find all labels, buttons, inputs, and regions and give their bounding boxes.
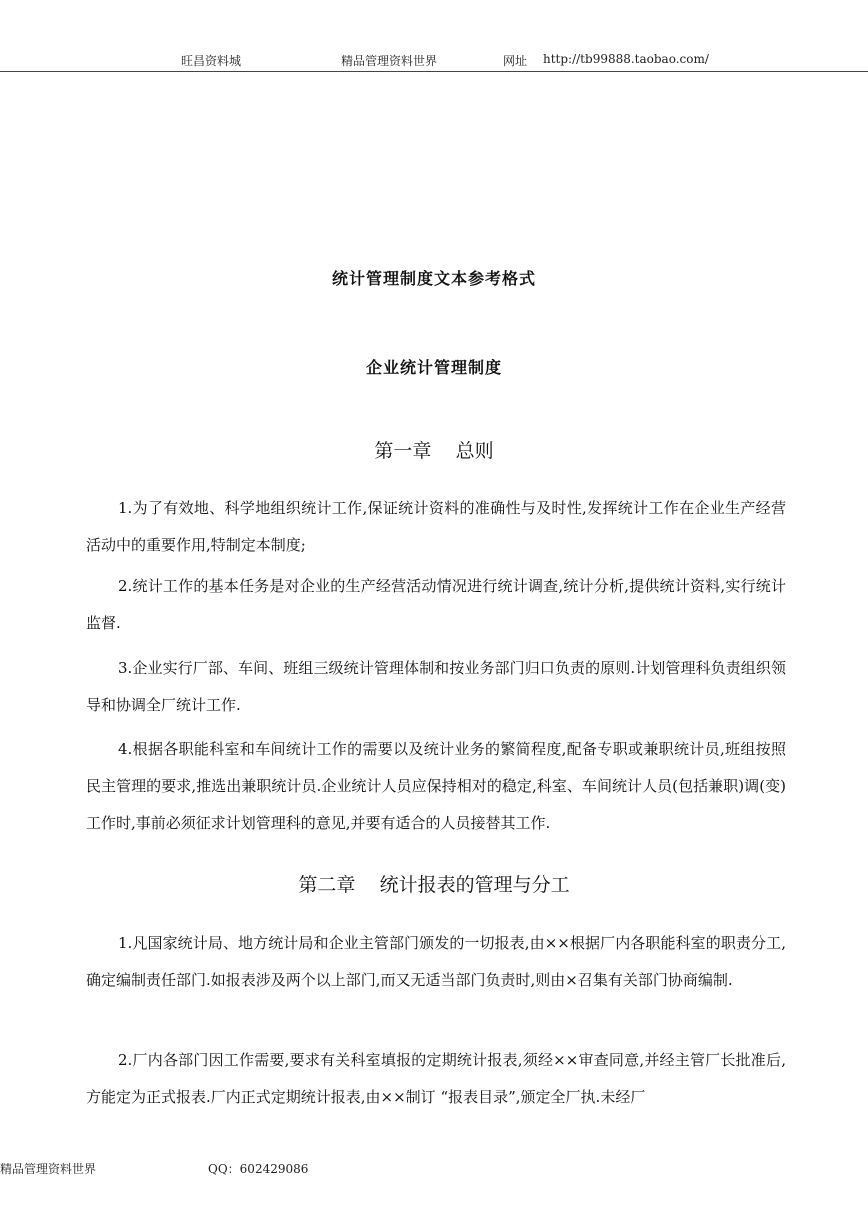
chapter-2-paragraph-1: 1.凡国家统计局、地方统计局和企业主管部门颁发的一切报表,由××根据厂内各职能科室的职责分工,确定编制责任部门.如报表涉及两个以上部门,而又无适当部门负责时,则由×召集有关部门协商编制.: [86, 934, 786, 989]
chapter-1-paragraph-3: 3.企业实行厂部、车间、班组三级统计管理体制和按业务部门归口负责的原则.计划管理科负责组织领导和协调全厂统计工作.: [86, 659, 786, 714]
header-url-link[interactable]: http://tb99888.taobao.com/: [543, 52, 709, 66]
header-shop-name: 旺昌资料城: [181, 54, 242, 68]
chapter-1-paragraph-2: 2.统计工作的基本任务是对企业的生产经营活动情况进行统计调查,统计分析,提供统计资料,实行统计监督.: [86, 577, 786, 632]
chapter-2-paragraph-2: 2.厂内各部门因工作需要,要求有关科室填报的定期统计报表,须经××审查同意,并经主管厂长批准后,方能定为正式报表.厂内正式定期统计报表,由××制订 “报表目录”,颁定全厂执.未经厂: [86, 1051, 786, 1106]
chapter-1-paragraph-4: 4.根据各职能科室和车间统计工作的需要以及统计业务的繁简程度,配备专职或兼职统计员,班组按照民主管理的要求,推选出兼职统计员.企业统计人员应保持相对的稳定,科室、车间统计人员(包括兼职)调(变)工作时,事前必须征求计划管理科的意见,并要有适合的人员接替其工作.: [86, 740, 786, 832]
chapter-1-heading: 第一章 总则: [374, 440, 494, 462]
header-brand: 精品管理资料世界: [341, 54, 438, 68]
header-divider: [0, 71, 868, 72]
footer-qq: QQ：602429086: [208, 1162, 309, 1176]
document-subtitle: 企业统计管理制度: [365, 358, 502, 377]
footer-brand: 精品管理资料世界: [0, 1162, 97, 1176]
header-url-label: 网址: [503, 54, 528, 68]
page-header: [0, 52, 868, 72]
chapter-1-paragraph-1: 1.为了有效地、科学地组织统计工作,保证统计资料的准确性与及时性,发挥统计工作在企业生产经营活动中的重要作用,特制定本制度;: [86, 499, 786, 554]
page-footer: [0, 1160, 868, 1178]
chapter-2-heading: 第二章 统计报表的管理与分工: [298, 874, 570, 896]
document-title: 统计管理制度文本参考格式: [331, 269, 536, 288]
